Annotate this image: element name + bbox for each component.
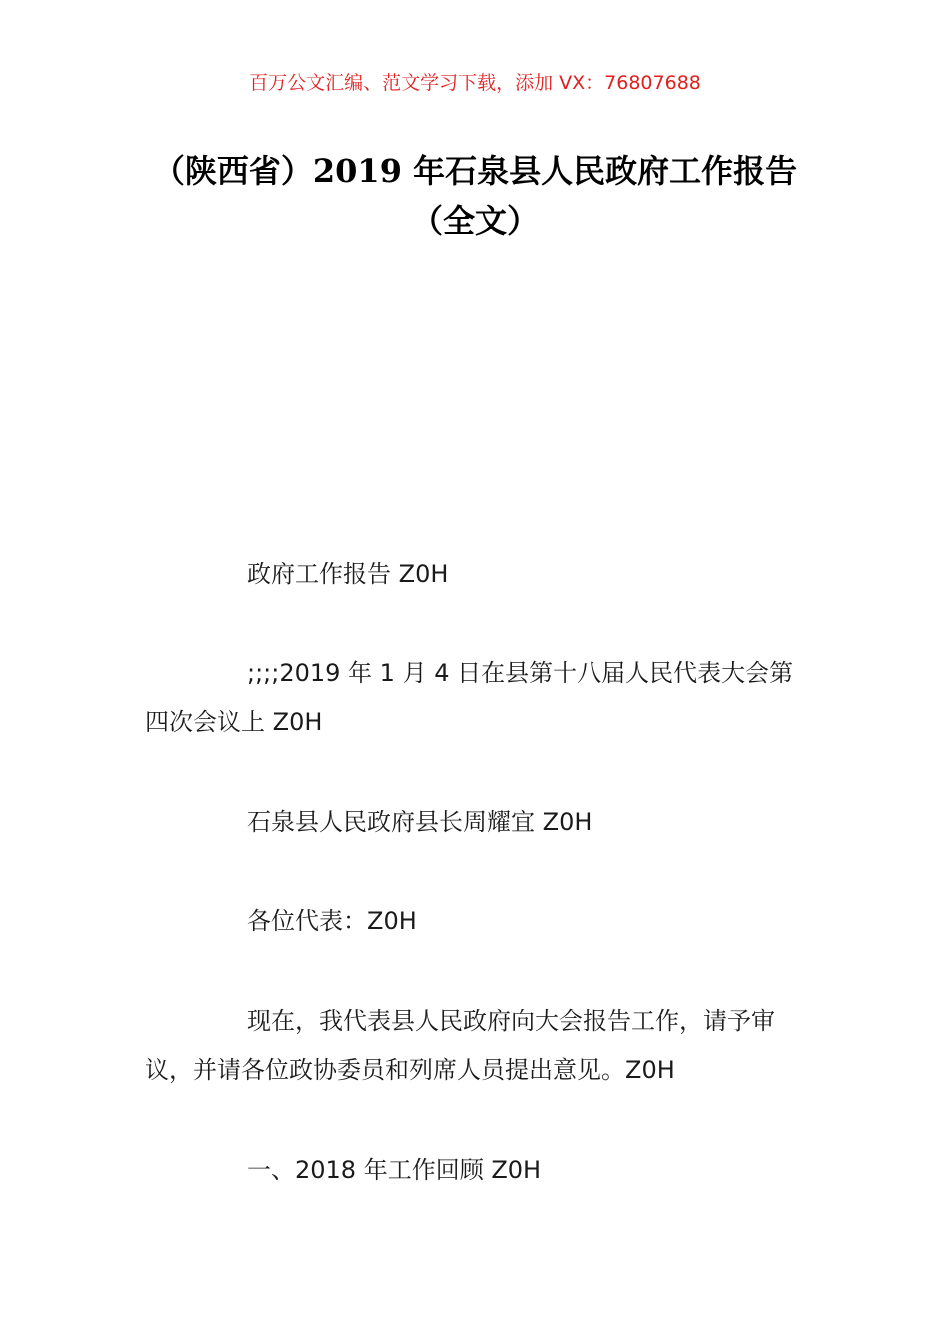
paragraph-speaker: 石泉县人民政府县长周耀宜 Z0H bbox=[247, 808, 593, 836]
header-watermark-note: 百万公文汇编、范文学习下载，添加 VX：76807688 bbox=[249, 72, 701, 94]
section-heading-review: 一、2018 年工作回顾 Z0H bbox=[247, 1156, 542, 1184]
paragraph-greeting: 各位代表：Z0H bbox=[247, 907, 417, 935]
paragraph-meeting-info: ;;;;2019 年 1 月 4 日在县第十八届人民代表大会第四次会议上 Z0H bbox=[145, 659, 794, 736]
paragraph-report-label: 政府工作报告 Z0H bbox=[247, 560, 449, 588]
document-title: （陕西省）2019 年石泉县人民政府工作报告（全文） bbox=[152, 152, 798, 240]
paragraph-opening: 现在，我代表县人民政府向大会报告工作，请予审议，并请各位政协委员和列席人员提出意见。Z0H bbox=[145, 1007, 775, 1084]
